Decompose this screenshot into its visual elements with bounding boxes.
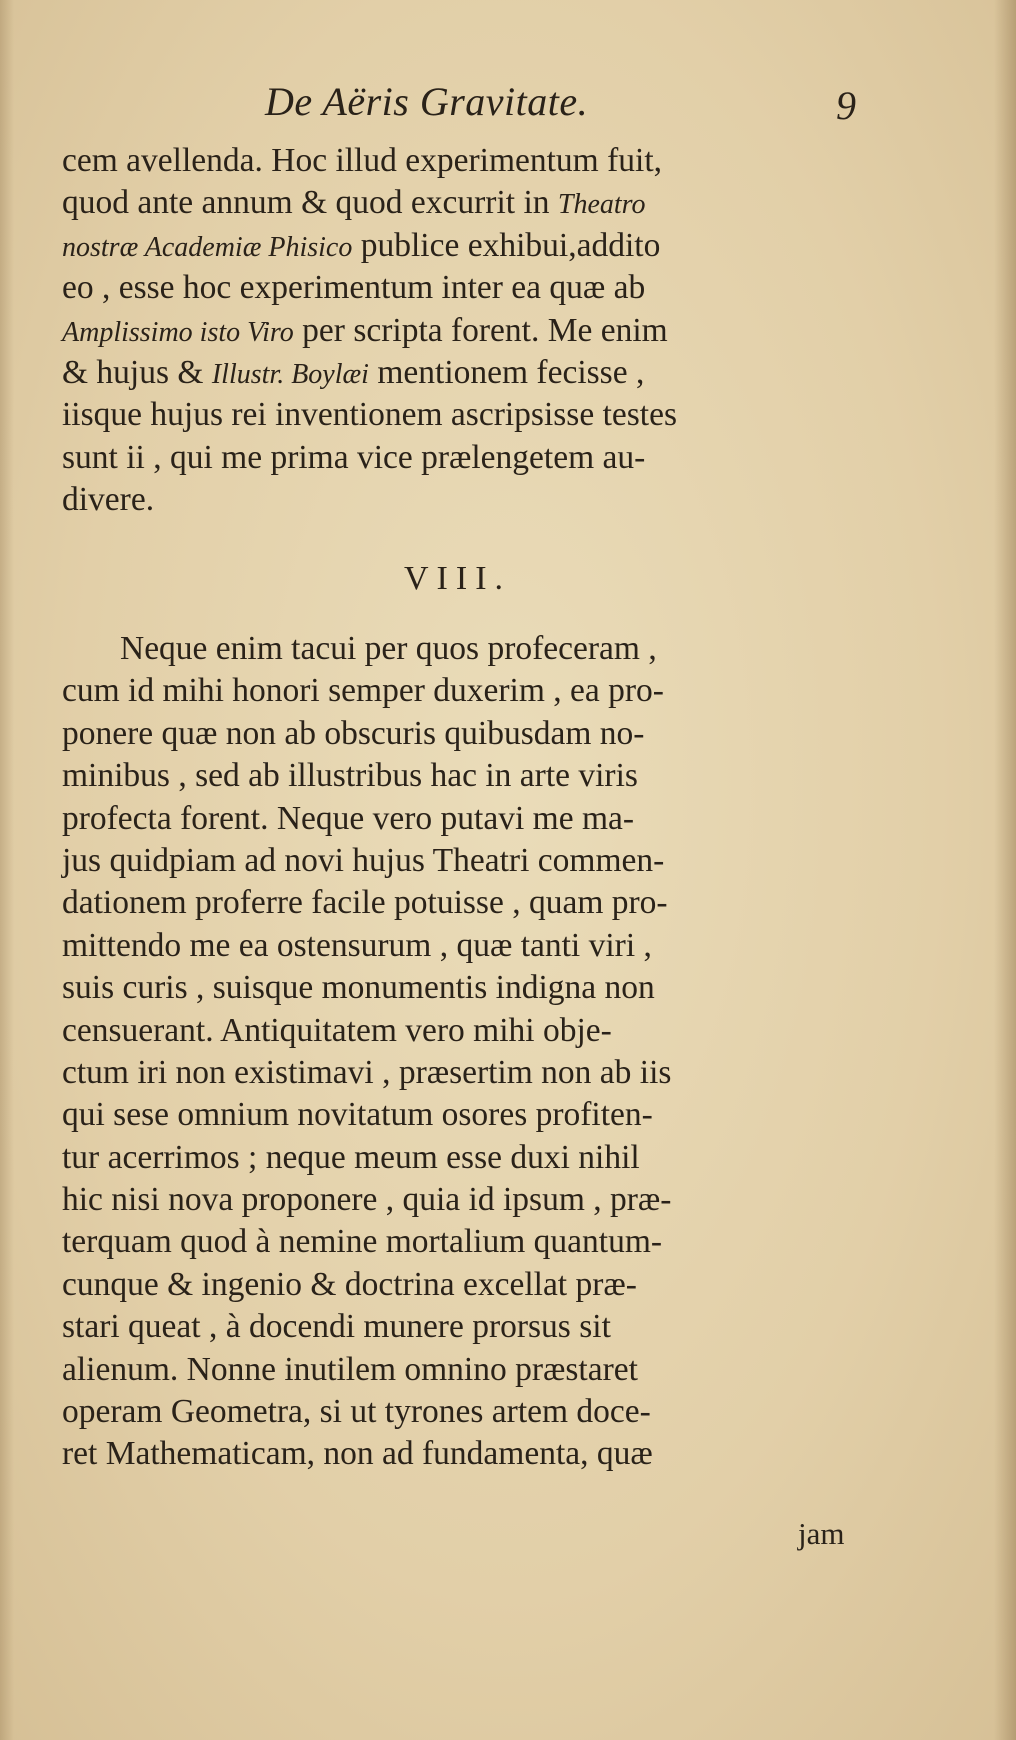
- text-line: Amplissimo isto Viro per scripta forent. Me enim: [62, 311, 668, 349]
- text-line: ponere quæ non ab obscuris quibusdam no-: [62, 714, 645, 752]
- text-line: terquam quod à nemine mortalium quantum-: [62, 1223, 663, 1261]
- gutter-shadow: [0, 0, 14, 1740]
- text-line: sunt ii , qui me prima vice prælengetem au-: [62, 438, 646, 476]
- text-line: Neque enim tacui per quos profeceram ,: [120, 630, 657, 667]
- text-line: alienum. Nonne inutilem omnino præstaret: [62, 1350, 638, 1388]
- text-line: & hujus & Illustr. Boylæi mentionem fecisse ,: [62, 353, 645, 391]
- page-number: 9: [836, 83, 856, 128]
- text-line: cem avellenda. Hoc illud experimentum fuit,: [62, 142, 663, 179]
- italic-text: Illustr. Boylæi: [211, 358, 369, 390]
- text-line: cunque & ingenio & doctrina excellat præ-: [62, 1265, 637, 1303]
- text-line: operam Geometra, si ut tyrones artem doce-: [62, 1393, 651, 1431]
- text-line: nostræ Academiæ Phisico publice exhibui,addito: [62, 226, 661, 264]
- text-line: profecta forent. Neque vero putavi me ma-: [62, 799, 635, 837]
- text-line: iisque hujus rei inventionem ascripsisse testes: [62, 396, 677, 434]
- text-line: ret Mathematicam, non ad fundamenta, quæ: [62, 1435, 653, 1473]
- text-line: eo , esse hoc experimentum inter ea quæ ab: [62, 269, 646, 307]
- catchword: jam: [798, 1516, 845, 1551]
- text-line: hic nisi nova proponere , quia id ipsum , præ-: [62, 1181, 672, 1219]
- text-line: qui sese omnium novitatum osores profiten-: [62, 1096, 653, 1134]
- paragraph-main: [62, 628, 870, 1476]
- text-line: tur acerrimos ; neque meum esse duxi nihil: [62, 1138, 640, 1176]
- page-edge-shadow: [994, 0, 1016, 1740]
- text-line: mittendo me ea ostensurum , quæ tanti viri ,: [62, 926, 652, 964]
- italic-text: nostræ Academiæ Phisico: [62, 231, 353, 263]
- italic-text: Amplissimo isto Viro: [62, 316, 294, 348]
- text-line: censuerant. Antiquitatem vero mihi obje-: [62, 1011, 612, 1049]
- section-heading: VIII.: [404, 560, 512, 597]
- text-line: minibus , sed ab illustribus hac in arte viris: [62, 757, 638, 795]
- paragraph-top: [62, 140, 870, 522]
- text-line: stari queat , à docendi munere prorsus sit: [62, 1308, 611, 1346]
- text-line: jus quidpiam ad novi hujus Theatri commen-: [62, 841, 665, 879]
- text-line: quod ante annum & quod excurrit in Theatro: [62, 184, 646, 222]
- text-line: suis curis , suisque monumentis indigna non: [62, 969, 655, 1007]
- text-line: ctum iri non existimavi , præsertim non ab iis: [62, 1053, 672, 1091]
- text-line: divere.: [62, 481, 155, 519]
- text-line: dationem proferre facile potuisse , quam pro-: [62, 884, 668, 922]
- text-line: cum id mihi honori semper duxerim , ea pro-: [62, 672, 664, 710]
- italic-text: Theatro: [557, 189, 646, 221]
- running-head: De Aëris Gravitate.: [265, 79, 589, 124]
